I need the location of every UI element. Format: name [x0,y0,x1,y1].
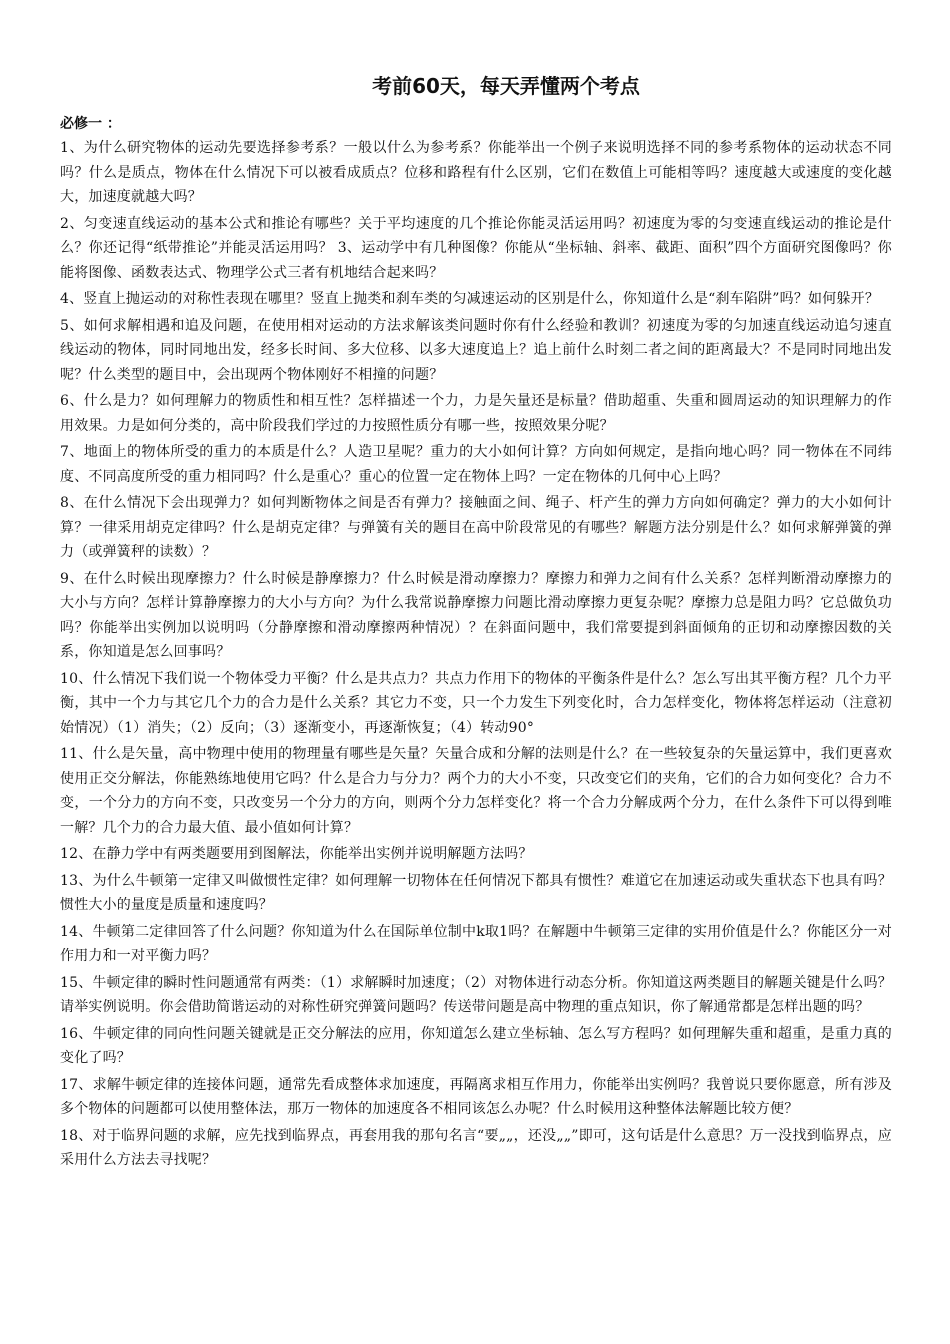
question-item: 6、什么是力？如何理解力的物质性和相互性？怎样描述一个力，力是矢量还是标量？借助超重、失重和圆周运动的知识理解力的作用效果。力是如何分类的，高中阶段我们学过的力按照性质分有哪一些，按照效果分呢？ [60,393,892,434]
question-item: 12、在静力学中有两类题要用到图解法，你能举出实例并说明解题方法吗？ [60,846,533,862]
question-list [60,136,892,1173]
section-heading: 必修一 ： [60,116,121,132]
document-page [60,72,892,1175]
question-item: 18、对于临界问题的求解，应先找到临界点，再套用我的那句名言“要„„，还没„„”即可，这句话是什么意思？万一没找到临界点，应采用什么方法去寻找呢？ [60,1127,892,1168]
page-title: 考前60天，每天弄懂两个考点 [372,74,640,98]
question-item: 4、竖直上抛运动的对称性表现在哪里？竖直上抛类和刹车类的匀减速运动的区别是什么，你知道什么是“刹车陷阱”吗？如何躲开？ [60,291,880,307]
question-item: 5、如何求解相遇和追及问题，在使用相对运动的方法求解该类问题时你有什么经验和教训？初速度为零的匀加速直线运动追匀速直线运动的物体，同时同地出发，经多长时间、多大位移、以多大速度追上？追上前什么时刻二者之间的距离最大？不是同时同地出发呢？什么类型的题目中，会出现两个物体刚好不相撞的问题？ [60,317,892,383]
question-item: 14、牛顿第二定律回答了什么问题？你知道为什么在国际单位制中k取1吗？在解题中牛顿第三定律的实用价值是什么？你能区分一对作用力和一对平衡力吗？ [60,923,892,964]
question-item: 15、牛顿定律的瞬时性问题通常有两类：（1）求解瞬时加速度；（2）对物体进行动态分析。你知道这两类题目的解题关键是什么吗？请举实例说明。你会借助简谐运动的对称性研究弹簧问题吗？传送带问题是高中物理的重点知识，你了解通常都是怎样出题的吗？ [60,974,892,1015]
question-item: 8、在什么情况下会出现弹力？如何判断物体之间是否有弹力？接触面之间、绳子、杆产生的弹力方向如何确定？弹力的大小如何计算？一律采用胡克定律吗？什么是胡克定律？与弹簧有关的题目在高中阶段常见的有哪些？解题方法分别是什么？如何求解弹簧的弹力（或弹簧秤的读数）？ [60,495,892,560]
question-item: 10、什么情况下我们说一个物体受力平衡？什么是共点力？共点力作用下的物体的平衡条件是什么？怎么写出其平衡方程？几个力平衡，其中一个力与其它几个力的合力是什么关系？其它力不变，只一个力发生下列变化时，合力怎样变化，物体将怎样运动（注意初始情况）（1）消失；（2）反向；（3）逐渐变小，再逐渐恢复；（4）转动90° [60,670,892,736]
question-item: 1、为什么研究物体的运动先要选择参考系？一般以什么为参考系？你能举出一个例子来说明选择不同的参考系物体的运动状态不同吗？什么是质点，物体在什么情况下可以被看成质点？位移和路程有什么区别，它们在数值上可能相等吗？速度越大或速度的变化越大，加速度就越大吗？ [60,140,892,205]
question-item: 17、求解牛顿定律的连接体问题，通常先看成整体求加速度，再隔离求相互作用力，你能举出实例吗？我曾说只要你愿意，所有涉及多个物体的问题都可以使用整体法，那万一物体的加速度各不相同该怎么办呢？什么时候用这种整体法解题比较方便？ [60,1076,892,1117]
question-item: 9、在什么时候出现摩擦力？什么时候是静摩擦力？什么时候是滑动摩擦力？摩擦力和弹力之间有什么关系？怎样判断滑动摩擦力的大小与方向？怎样计算静摩擦力的大小与方向？为什么我常说静摩擦力问题比滑动摩擦力更复杂呢？摩擦力总是阻力吗？它总做负功吗？你能举出实例加以说明吗（分静摩擦和滑动摩擦两种情况）？在斜面问题中，我们常要提到斜面倾角的正切和动摩擦因数的关系，你知道是怎么回事吗？ [60,570,892,660]
question-item: 16、牛顿定律的同向性问题关键就是正交分解法的应用，你知道怎么建立坐标轴、怎么写方程吗？如何理解失重和超重，是重力真的变化了吗？ [60,1025,892,1066]
question-item: 11、什么是矢量，高中物理中使用的物理量有哪些是矢量？矢量合成和分解的法则是什么？在一些较复杂的矢量运算中，我们更喜欢使用正交分解法，你能熟练地使用它吗？什么是合力与分力？两个力的大小不变，只改变它们的夹角，它们的合力如何变化？合力不变，一个分力的方向不变，只改变另一个分力的方向，则两个分力怎样变化？将一个合力分解成两个分力，在什么条件下可以得到唯一解？几个力的合力最大值、最小值如何计算？ [60,746,892,836]
question-item: 7、地面上的物体所受的重力的本质是什么？人造卫星呢？重力的大小如何计算？方向如何规定，是指向地心吗？同一物体在不同纬度、不同高度所受的重力相同吗？什么是重心？重心的位置一定在物体上吗？一定在物体的几何中心上吗？ [60,444,892,485]
question-item: 13、为什么牛顿第一定律又叫做惯性定律？如何理解一切物体在任何情况下都具有惯性？难道它在加速运动或失重状态下也具有吗？惯性大小的量度是质量和速度吗？ [60,872,892,913]
question-item: 2、匀变速直线运动的基本公式和推论有哪些？关于平均速度的几个推论你能灵活运用吗？初速度为零的匀变速直线运动的推论是什么？你还记得“纸带推论”并能灵活运用吗？ 3、运动学中有几种图像？你能从“坐标轴、斜率、截距、面积”四个方面研究图像吗？你能将图像、函数表达式、物理学公式三者有机地结合起来吗？ [60,215,892,281]
